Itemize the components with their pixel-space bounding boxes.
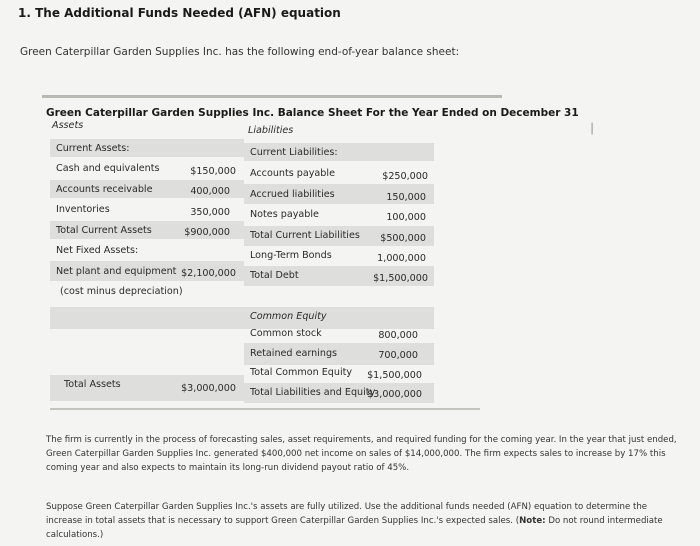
equity-row-value: $1,500,000 — [367, 370, 422, 381]
balance-sheet-title: Green Caterpillar Garden Supplies Inc. Balance Sheet For the Year Ended on December 31 — [46, 107, 579, 119]
note-text: Do not round intermediate calculations.) — [46, 516, 663, 540]
right-row-label: Notes payable — [250, 209, 319, 220]
scenario-paragraph: The firm is currently in the process of forecasting sales, asset requirements, and required funding for the coming year. In the year that just ended, Green Caterpillar Garden Supplies Inc. generated $400,000 net income on sales of $14,000,000. The firm expects sales to increase by 17% this coming year and also expects to maintain its long-run dividend payout ratio of 45%. — [46, 435, 677, 473]
left-row-label: Current Assets: — [56, 143, 130, 154]
right-row-label: Total Debt — [250, 270, 299, 281]
right-row-value: $250,000 — [382, 171, 428, 182]
question-paragraph — [46, 500, 676, 542]
liabilities-header: Liabilities — [248, 125, 294, 136]
right-row-label: Accounts payable — [250, 168, 335, 179]
total-assets-value: $3,000,000 — [181, 383, 236, 394]
right-row-value: 150,000 — [386, 192, 426, 203]
left-row-value: $150,000 — [190, 166, 236, 177]
equity-row-value: 700,000 — [378, 350, 418, 361]
right-row-label: Total Current Liabilities — [250, 230, 360, 241]
left-row-label: Cash and equivalents — [56, 163, 160, 174]
total-liabilities-equity-value: $3,000,000 — [367, 389, 422, 400]
left-row-label: (cost minus depreciation) — [60, 286, 183, 297]
left-row-label: Total Current Assets — [56, 225, 152, 236]
left-row-label: Net plant and equipment — [56, 266, 177, 277]
left-row-value: 400,000 — [190, 186, 230, 197]
right-row-value: 1,000,000 — [377, 253, 426, 264]
stray-mark-icon: │ — [589, 124, 596, 135]
left-row-label: Inventories — [56, 204, 110, 215]
left-row-label: Accounts receivable — [56, 184, 153, 195]
left-row-value: $900,000 — [184, 227, 230, 238]
assets-header: Assets — [52, 120, 84, 131]
question-text: Suppose Green Caterpillar Garden Supplies Inc.'s assets are fully utilized. Use the additional funds needed (AFN) equation to determine the increase in total assets that is necessary to support Green Caterpillar Garden Supplies Inc.'s expected sales. ( — [46, 502, 648, 526]
equity-row-value: 800,000 — [378, 330, 418, 341]
equity-header: Common Equity — [250, 311, 327, 322]
equity-row-label: Common stock — [250, 328, 322, 339]
intro-text: Green Caterpillar Garden Supplies Inc. has the following end-of-year balance sheet: — [20, 46, 460, 58]
right-row-value: $1,500,000 — [373, 273, 428, 284]
total-liabilities-equity-label: Total Liabilities and Equity — [250, 387, 376, 398]
left-row-label: Net Fixed Assets: — [56, 245, 139, 256]
left-row-value: $2,100,000 — [181, 268, 236, 279]
equity-row-label: Retained earnings — [250, 348, 338, 359]
problem-heading: 1. The Additional Funds Needed (AFN) equation — [18, 6, 341, 20]
right-row-label: Long-Term Bonds — [250, 250, 332, 261]
right-row-label: Current Liabilities: — [250, 147, 338, 158]
note-label: Note: — [519, 516, 546, 526]
equity-row-label: Total Common Equity — [250, 367, 353, 378]
right-row-label: Accrued liabilities — [250, 189, 335, 200]
total-assets-label: Total Assets — [64, 379, 121, 390]
balance-sheet-bottom-rule — [50, 408, 480, 410]
balance-sheet-top-rule — [42, 95, 502, 98]
right-row-value: 100,000 — [386, 212, 426, 223]
row-band — [50, 307, 434, 329]
right-row-value: $500,000 — [380, 233, 426, 244]
left-row-value: 350,000 — [190, 207, 230, 218]
